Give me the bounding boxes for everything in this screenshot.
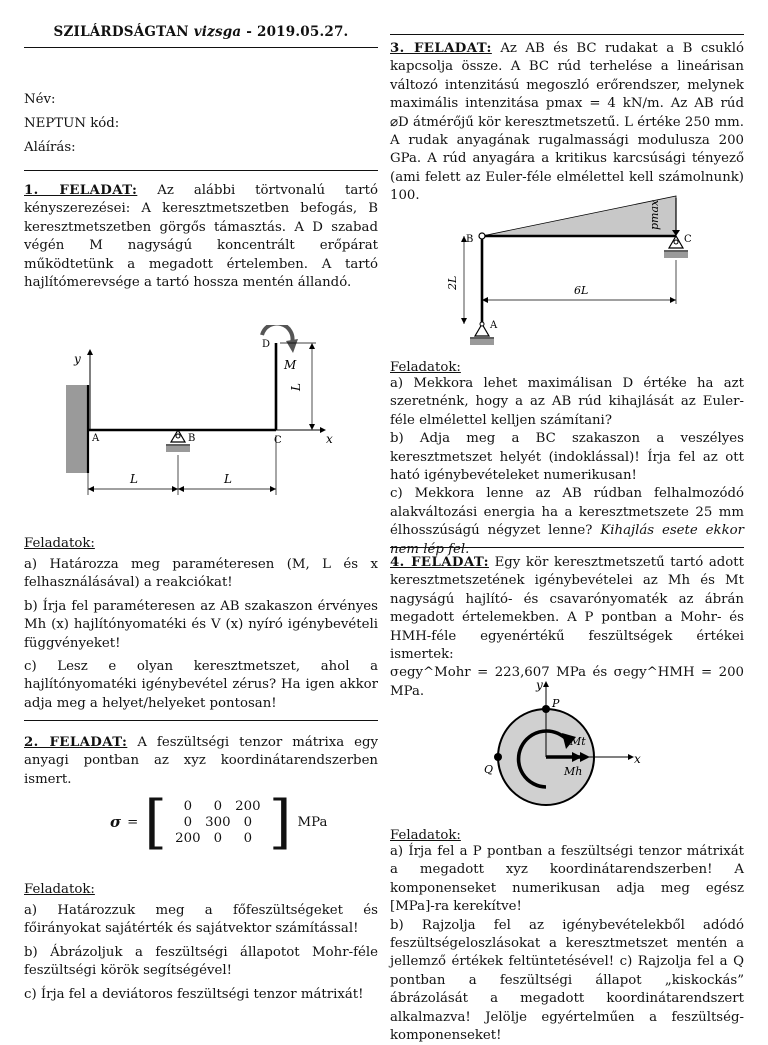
fig3-pmax: pmax xyxy=(648,199,661,230)
task3-c2: Kihajlás esete ekkor nem lép fel. xyxy=(390,523,744,557)
sigma-symbol: σ xyxy=(110,813,122,831)
fig1-A: A xyxy=(92,433,100,444)
wall-support xyxy=(66,385,88,473)
header-rule xyxy=(24,47,378,48)
fig1-M: M xyxy=(284,358,297,372)
matrix-cell: 0 xyxy=(213,798,223,814)
fig3-A: A xyxy=(490,320,498,331)
rule-1 xyxy=(24,170,378,171)
exam-header xyxy=(24,24,378,40)
fig3-B: B xyxy=(466,234,474,245)
matrix-cell: 0 xyxy=(243,830,253,846)
matrix-cell: 0 xyxy=(213,830,223,846)
fig3-C: C xyxy=(684,234,692,245)
task2-block xyxy=(24,734,378,789)
task4-eq: σegy^Mohr = 223,607 MPa és σegy^HMH = 200 MPa. xyxy=(390,665,744,699)
rule-3 xyxy=(390,547,744,548)
rule-2 xyxy=(24,720,378,721)
task2-b: b) Ábrázoljuk a feszültségi állapotot Mohr-féle feszültségi körök segítségével! xyxy=(24,944,378,979)
task1-tasks-label: Feladatok: xyxy=(24,536,95,551)
task3-text: Az AB és BC rudakat a B csukló kapcsolja össze. A BC rúd terhelése a lineárisan változó intenzitású megoszló erőrendszer, melynek maximális intenzitása pmax = 4 kN/m. Az AB rúd ⌀D átmérőjű kör keresztmetszetű. L értéke 250 mm. A rudak anyagának rugalmassági modulusza 200 GPa. A rúd anyagára a kritikus karcsúsági tényező (ami felett az Euler-féle elmélettel kell számolnunk) 100. xyxy=(390,41,744,204)
matrix-cell: 200 xyxy=(235,798,261,814)
matrix-grid xyxy=(173,799,263,846)
task4-figure xyxy=(480,675,660,825)
task1-tasks xyxy=(24,536,378,713)
fig1-x: x xyxy=(326,432,333,446)
task2-a: a) Határozzuk meg a főfeszültségeket és főirányokat sajátérték és sajátvektor számítással! xyxy=(24,903,378,937)
matrix-cell: 0 xyxy=(183,814,193,830)
fig1-L2: L xyxy=(224,472,232,486)
fig3-h: 2L xyxy=(446,275,459,290)
rule-right-top xyxy=(390,34,744,35)
matrix-cell: 0 xyxy=(183,798,193,814)
fig4-Q: Q xyxy=(484,763,494,776)
task1-figure xyxy=(50,325,350,500)
fig4-Mt: Mt xyxy=(570,735,586,748)
task2-tasks-label: Feladatok: xyxy=(24,882,95,897)
task4-b: b) Rajzolja fel az igénybevételekből adódó feszültségeloszlásokat a keresztmetszet mentén a jellemző értékek feltüntetésével! xyxy=(390,917,744,970)
field-neptun: NEPTUN kód: xyxy=(24,116,120,131)
fig1-y: y xyxy=(74,352,81,366)
task3-c1: c) Mekkora lenne az AB rúdban felhalmozódó alakváltozási energia ha a keresztmetszete 25 mm élhosszúságú négyzet lenne? xyxy=(390,486,744,539)
task3-a: a) Mekkora lehet maximálisan D értéke ha azt szeretnénk, hogy a az AB rúd kihajlását az Euler-féle elmélettel kelljen számítani? xyxy=(390,376,744,428)
fig1-D: D xyxy=(262,339,271,350)
task3-b: b) Adja meg a BC szakaszon a veszélyes keresztmetszet helyét (indoklással)! Írja fel az ott ható igénybevételeket numerikusan! xyxy=(390,431,744,484)
fig1-L1: L xyxy=(130,472,138,486)
task4-a: a) Írja fel a P pontban a feszültségi tenzor mátrixát a megadott xyz koordinátarendszerben! A komponenseket numerikusan adja meg egész [MPa]-ra kerekítve! xyxy=(390,844,744,915)
task4-c: c) Rajzolja fel a Q pontban a feszültségi állapot „kiskockás” ábrázolását a megadott koordinátarendszert alkalmazva! Jelölje egyértelműen a feszültség-komponenseket! xyxy=(390,954,744,1044)
header-italic: vizsga xyxy=(193,24,242,40)
matrix-eq: = xyxy=(127,814,139,830)
task1-c: c) Lesz e olyan keresztmetszet, ahol a hajlítónyomatéki igénybevétel zérus? Ha igen akkor adja meg a helyet/helyeket pontosan! xyxy=(24,659,378,711)
fig4-x: x xyxy=(634,752,641,766)
fig4-P: P xyxy=(552,697,560,710)
task3-block xyxy=(390,40,744,206)
fig4-y: y xyxy=(536,678,543,692)
fig3-w: 6L xyxy=(574,284,589,297)
task3-tasks-label: Feladatok: xyxy=(390,360,461,375)
fig1-B: B xyxy=(188,433,196,444)
matrix-cell: 300 xyxy=(205,814,231,830)
fig4-Mh: Mh xyxy=(564,765,583,778)
stress-matrix: σ = [ 0 0 200 0 300 0 200 0 0 ] MPa xyxy=(110,788,328,856)
task4-text: Egy kör keresztmetszetű tartó adott keresztmetszetének igénybevételei az Mh és Mt nagyságú hajlító- és csavarónyomaték az ábrán megadott értelemekben. A P pontban a Mohr- és HMH-féle egyenértékű feszültségek értékei ismertek: xyxy=(390,555,744,663)
matrix-cell: 0 xyxy=(243,814,253,830)
task3-figure xyxy=(430,190,720,350)
task3-title: 3. FELADAT: xyxy=(390,41,492,56)
field-name: Név: xyxy=(24,92,56,107)
header-date: - 2019.05.27. xyxy=(246,24,349,40)
field-signature: Aláírás: xyxy=(24,140,76,155)
task3-tasks xyxy=(390,360,744,559)
task2-text: A feszültségi tenzor mátrixa egy anyagi pontban az xyz koordinátarendszerben ismert. xyxy=(24,735,378,787)
matrix-cell: 200 xyxy=(175,830,201,846)
task1-b: b) Írja fel paraméteresen az AB szakaszon érvényes Mh (x) hajlítónyomatéki és V (x) nyíró igénybevételi függvényeket! xyxy=(24,598,378,651)
task4-tasks xyxy=(390,828,744,1045)
task2-title: 2. FELADAT: xyxy=(24,735,128,750)
task1-text: Az alábbi törtvonalú tartó kényszerezései: A keresztmetszetben befogás, B keresztmetszetben görgős támasztás. A D szabad végén M nagyságú koncentrált erőpárat működtetünk a megadott értelemben. A tartó hajlítómerevsége a tartó hossza mentén állandó. xyxy=(24,183,378,291)
task2-tasks xyxy=(24,882,378,1004)
task1-block xyxy=(24,182,378,292)
task4-title: 4. FELADAT: xyxy=(390,555,489,570)
fig1-C: C xyxy=(274,435,282,446)
task4-tasks-label: Feladatok: xyxy=(390,828,461,843)
distributed-load xyxy=(482,196,676,236)
task1-title: 1. FELADAT: xyxy=(24,183,138,198)
header-title: SZILÁRDSÁGTAN xyxy=(53,24,189,40)
matrix-unit: MPa xyxy=(297,814,328,830)
fig1-L3: L xyxy=(289,383,303,391)
task2-c: c) Írja fel a deviátoros feszültségi tenzor mátrixát! xyxy=(24,986,364,1002)
task1-a: a) Határozza meg paraméteresen (M, L és x felhasználásával) a reakciókat! xyxy=(24,557,378,591)
